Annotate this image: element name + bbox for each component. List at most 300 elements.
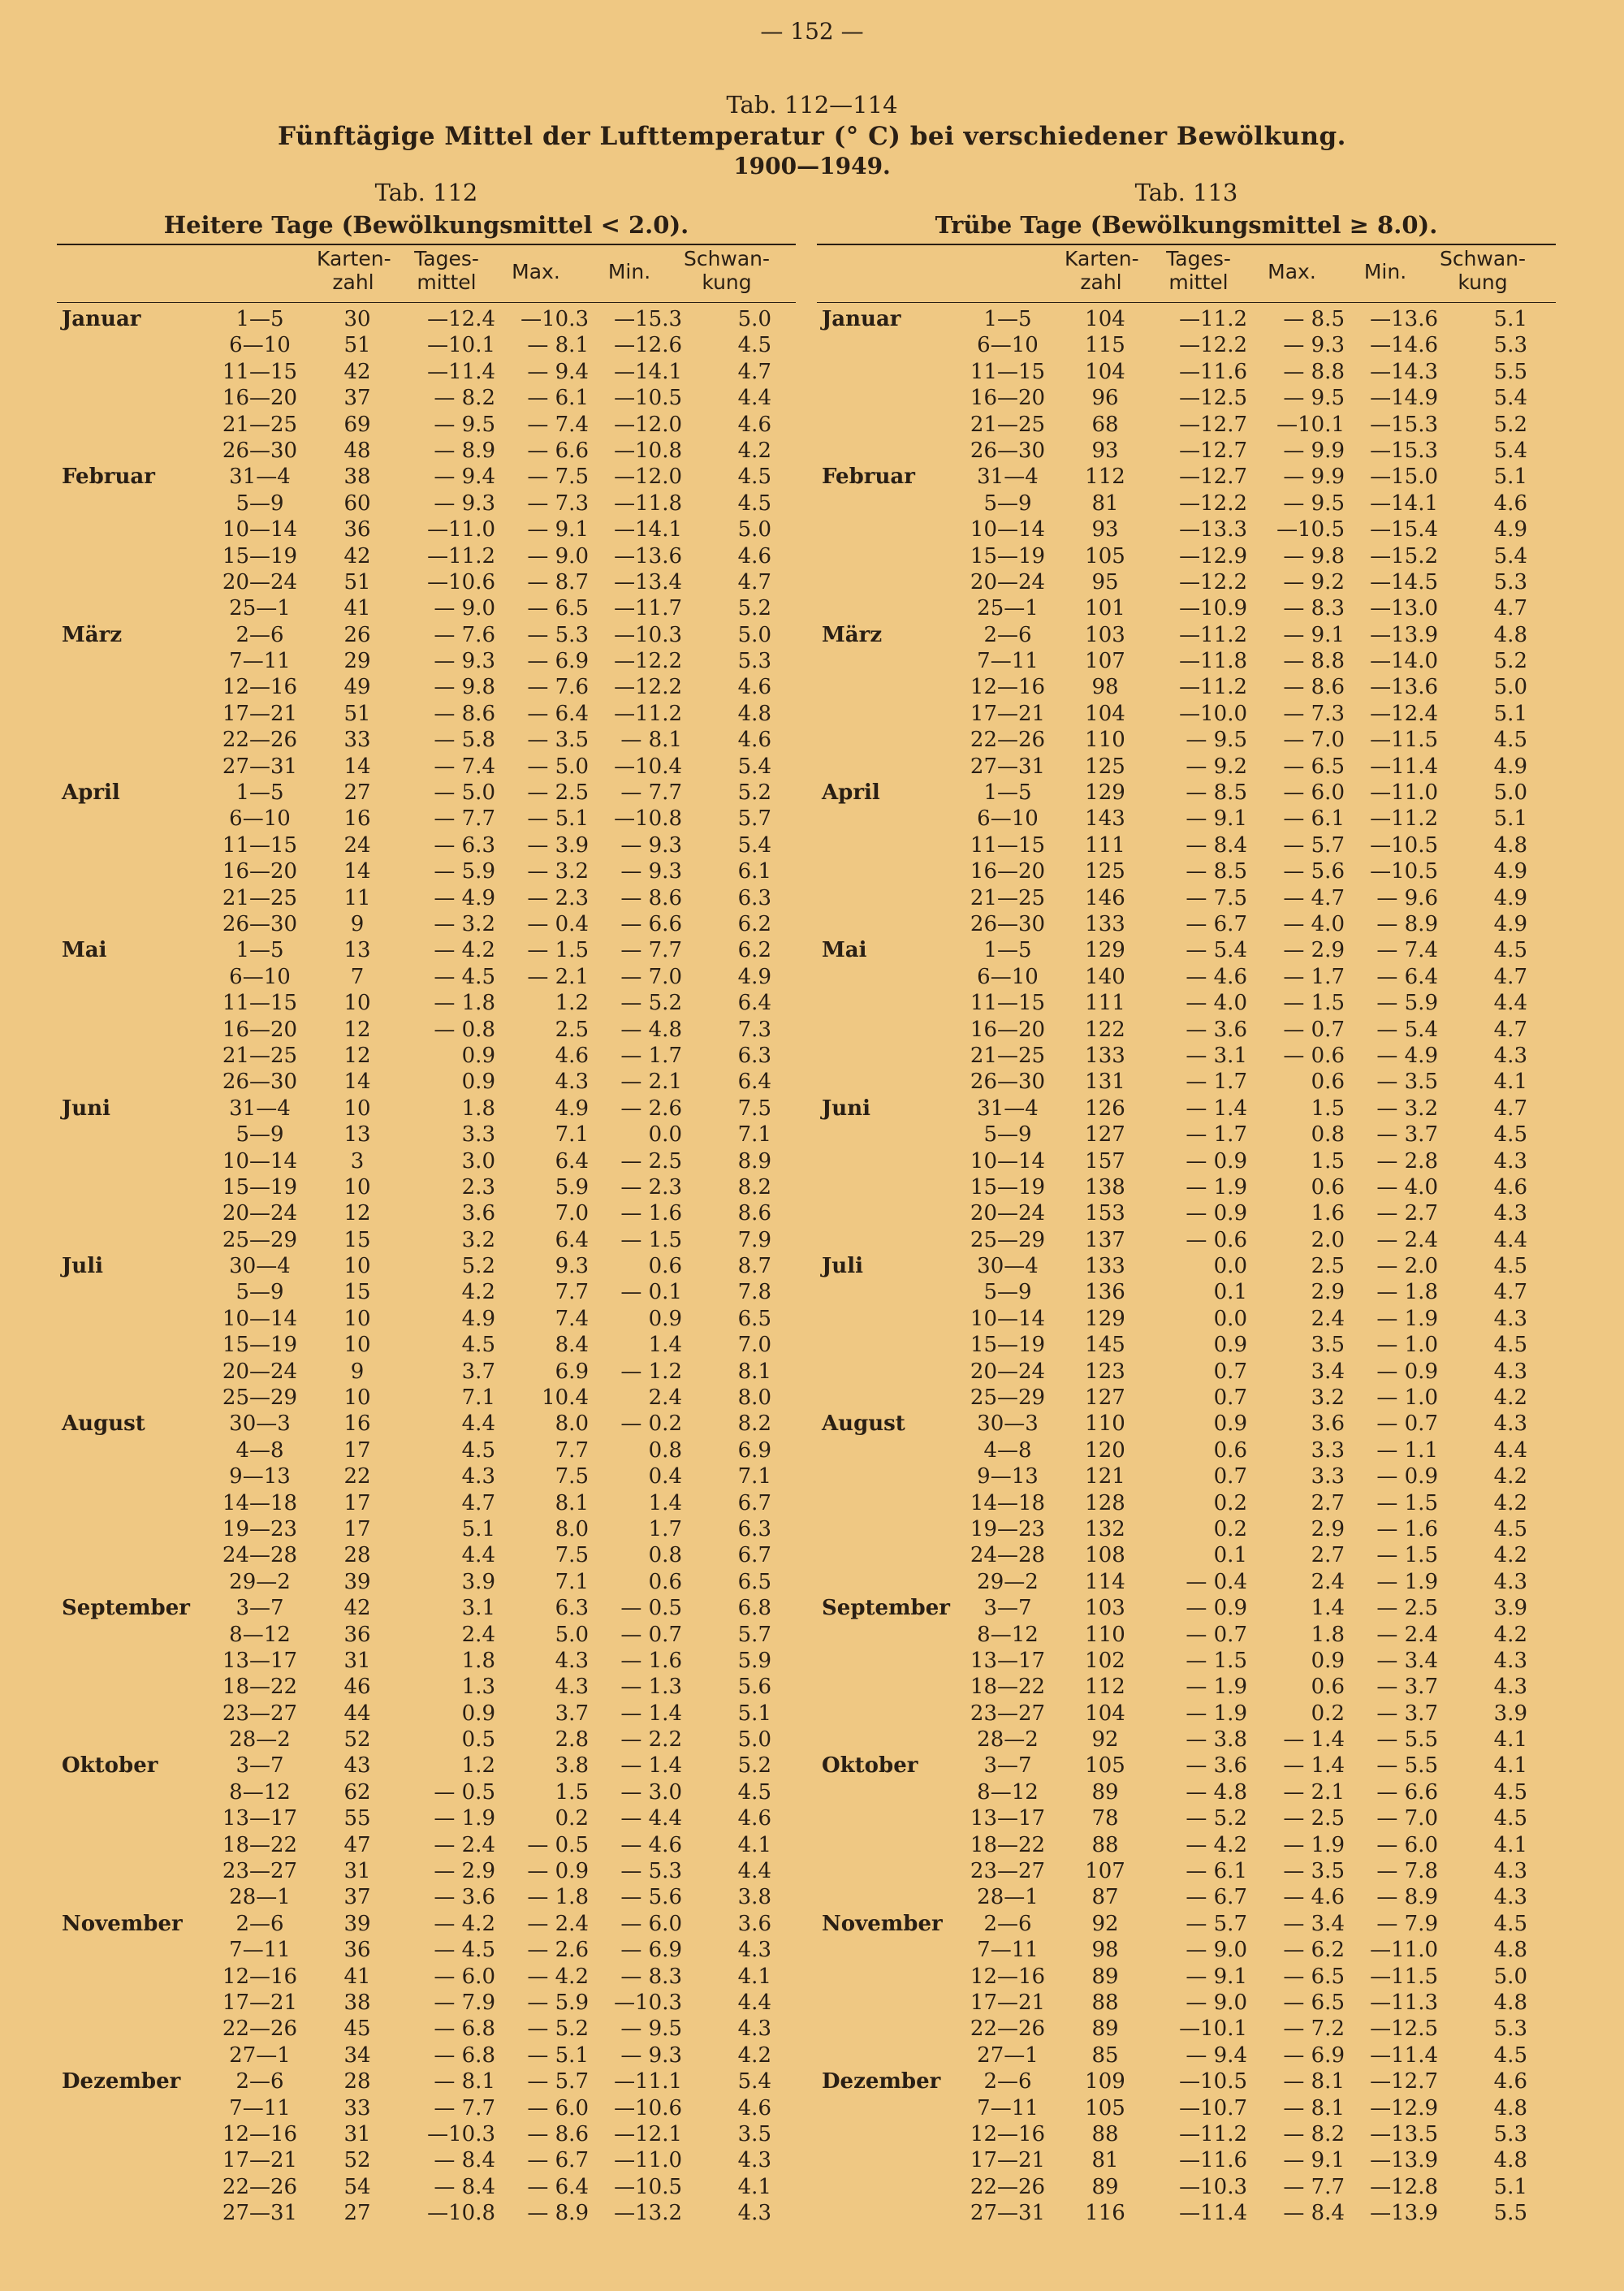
min-cell: — 9.5 (620, 2017, 682, 2042)
daily-mean-cell: —10.1 (427, 333, 495, 358)
daily-mean-cell: — 4.5 (434, 964, 495, 989)
min-cell: —15.3 (1370, 438, 1438, 463)
count-cell: 89 (1091, 2017, 1119, 2042)
range-cell: 4.6 (737, 675, 771, 700)
min-cell: —14.1 (614, 359, 682, 384)
daily-mean-cell: 4.3 (461, 1464, 495, 1489)
min-cell: 1.4 (648, 1490, 682, 1515)
count-cell: 62 (343, 1779, 371, 1805)
daily-mean-cell: —11.2 (1179, 2121, 1247, 2146)
daily-mean-cell: —11.6 (1179, 2148, 1247, 2173)
max-cell: 0.9 (1311, 1648, 1345, 1673)
table-row (57, 1911, 796, 1937)
count-cell: 48 (343, 438, 371, 463)
table-body (817, 306, 1556, 2227)
max-cell: — 2.5 (527, 780, 589, 806)
period-cell: 17—21 (970, 701, 1046, 726)
period-cell: 15—19 (222, 1174, 298, 1200)
max-cell: — 1.4 (1283, 1727, 1345, 1753)
col-daily-mean-header: Tages- mittel (414, 247, 479, 294)
daily-mean-cell: —10.1 (1179, 2017, 1247, 2042)
count-cell: 136 (1085, 1280, 1125, 1305)
table-row (57, 1516, 796, 1542)
daily-mean-cell: — 9.3 (434, 491, 495, 516)
min-cell: — 8.9 (1376, 1885, 1438, 1910)
daily-mean-cell: — 8.4 (434, 2174, 495, 2199)
daily-mean-cell: 0.9 (461, 1070, 495, 1095)
max-cell: 3.2 (1311, 1385, 1345, 1411)
range-cell: 6.5 (737, 1306, 771, 1331)
month-label: September (822, 1596, 950, 1621)
range-cell: 4.3 (1493, 1675, 1527, 1700)
max-cell: 0.6 (1311, 1174, 1345, 1200)
min-cell: — 1.1 (1376, 1437, 1438, 1463)
min-cell: — 2.7 (1376, 1201, 1438, 1226)
period-cell: 12—16 (970, 1964, 1046, 1989)
table-row (817, 622, 1556, 648)
table-row (57, 1701, 796, 1727)
period-cell: 7—11 (977, 649, 1039, 674)
table-row (57, 1200, 796, 1226)
min-cell: —12.9 (1370, 2095, 1438, 2120)
table-row (57, 385, 796, 411)
daily-mean-cell: — 1.9 (1186, 1701, 1247, 1726)
min-cell: —10.5 (614, 2174, 682, 2199)
table-row (817, 1622, 1556, 1648)
max-cell: — 5.7 (527, 2069, 589, 2094)
table-row (817, 806, 1556, 832)
table-row (57, 412, 796, 438)
period-cell: 3—7 (235, 1596, 284, 1621)
count-cell: 111 (1085, 991, 1125, 1016)
daily-mean-cell: — 9.0 (1186, 1991, 1247, 2015)
table-row (57, 2174, 796, 2200)
period-cell: 29—2 (229, 1569, 291, 1594)
count-cell: 34 (343, 2042, 371, 2068)
count-cell: 98 (1091, 675, 1119, 700)
min-cell: — 4.6 (620, 1832, 682, 1857)
period-cell: 16—20 (970, 1017, 1046, 1042)
min-cell: — 3.2 (1376, 1096, 1438, 1121)
table-row (57, 2147, 796, 2173)
min-cell: —13.9 (1370, 622, 1438, 647)
month-label: Mai (62, 938, 107, 963)
max-cell: — 6.4 (527, 2174, 589, 2199)
max-cell: 3.5 (1311, 1333, 1345, 1358)
daily-mean-cell: — 1.9 (434, 1806, 495, 1831)
max-cell: 7.4 (555, 1306, 589, 1331)
period-cell: 17—21 (970, 2148, 1046, 2173)
min-cell: — 7.7 (620, 938, 682, 963)
daily-mean-cell: — 4.2 (1186, 1832, 1247, 1857)
count-cell: 10 (343, 1385, 371, 1411)
period-cell: 12—16 (222, 675, 298, 700)
daily-mean-cell: — 6.8 (434, 2017, 495, 2042)
table-row (57, 1279, 796, 1305)
table-row (57, 595, 796, 621)
min-cell: — 9.3 (620, 832, 682, 858)
daily-mean-cell: —10.5 (1179, 2069, 1247, 2094)
table-row (817, 1884, 1556, 1910)
daily-mean-cell: — 6.8 (434, 2042, 495, 2068)
range-cell: 5.1 (737, 1701, 771, 1726)
period-cell: 25—1 (229, 596, 291, 621)
min-cell: — 8.3 (620, 1964, 682, 1989)
count-cell: 157 (1085, 1148, 1125, 1174)
period-cell: 6—10 (229, 333, 291, 358)
daily-mean-cell: — 1.5 (1186, 1648, 1247, 1673)
table-row (57, 2016, 796, 2042)
table-row (57, 1017, 796, 1043)
month-label: Juni (62, 1096, 110, 1121)
table-row (57, 464, 796, 490)
range-cell: 4.6 (737, 412, 771, 437)
period-cell: 5—9 (983, 1122, 1032, 1148)
month-label: Dezember (822, 2069, 941, 2094)
column-header (57, 245, 796, 303)
period-cell: 10—14 (970, 1148, 1046, 1174)
range-cell: 4.2 (1493, 1543, 1527, 1568)
count-cell: 102 (1085, 1648, 1125, 1673)
daily-mean-cell: — 4.9 (434, 885, 495, 910)
min-cell: —12.8 (1370, 2174, 1438, 2199)
count-cell: 111 (1085, 832, 1125, 858)
min-cell: — 1.0 (1376, 1333, 1438, 1358)
daily-mean-cell: — 3.8 (1186, 1727, 1247, 1753)
max-cell: 2.4 (1311, 1306, 1345, 1331)
period-cell: 30—3 (229, 1411, 291, 1437)
min-cell: —12.2 (614, 675, 682, 700)
period-cell: 14—18 (970, 1490, 1046, 1515)
table-row (817, 1096, 1556, 1122)
month-label: April (822, 780, 880, 806)
col-range-header: Schwan- kung (683, 247, 771, 294)
max-cell: 9.3 (555, 1254, 589, 1279)
daily-mean-cell: — 3.6 (1186, 1017, 1247, 1042)
count-cell: 98 (1091, 1938, 1119, 1963)
min-cell: —10.5 (1370, 859, 1438, 884)
daily-mean-cell: — 8.4 (434, 2148, 495, 2173)
min-cell: —11.4 (1370, 754, 1438, 779)
count-cell: 41 (343, 1964, 371, 1989)
range-cell: 4.4 (737, 1859, 771, 1884)
period-cell: 22—26 (970, 728, 1046, 753)
max-cell: — 9.8 (1283, 543, 1345, 568)
min-cell: — 1.6 (1376, 1516, 1438, 1541)
table-row (817, 1648, 1556, 1674)
period-cell: 10—14 (970, 517, 1046, 542)
table-row (57, 727, 796, 753)
table-row (817, 648, 1556, 674)
count-cell: 46 (343, 1675, 371, 1700)
daily-mean-cell: 0.1 (1213, 1543, 1247, 1568)
table-row (817, 1043, 1556, 1069)
range-cell: 4.2 (1493, 1464, 1527, 1489)
count-cell: 88 (1091, 1991, 1119, 2015)
count-cell: 81 (1091, 491, 1119, 516)
period-cell: 22—26 (970, 2174, 1046, 2199)
count-cell: 33 (343, 2095, 371, 2120)
table-row (817, 1779, 1556, 1805)
min-cell: — 2.8 (1376, 1148, 1438, 1174)
month-label: Oktober (822, 1753, 918, 1779)
max-cell: 5.9 (555, 1174, 589, 1200)
table-row (817, 1964, 1556, 1990)
count-cell: 7 (350, 964, 365, 989)
range-cell: 3.9 (1493, 1701, 1527, 1726)
daily-mean-cell: 0.6 (1213, 1437, 1247, 1463)
period-cell: 10—14 (970, 1306, 1046, 1331)
period-cell: 13—17 (970, 1648, 1046, 1673)
period-cell: 5—9 (235, 1280, 284, 1305)
min-cell: —15.0 (1370, 465, 1438, 490)
table-row (57, 2095, 796, 2121)
period-cell: 27—31 (222, 754, 298, 779)
range-cell: 5.0 (737, 1727, 771, 1753)
daily-mean-cell: — 7.7 (434, 2095, 495, 2120)
daily-mean-cell: — 4.5 (434, 1938, 495, 1963)
period-cell: 12—16 (970, 2121, 1046, 2146)
table-row (817, 701, 1556, 727)
min-cell: — 0.9 (1376, 1464, 1438, 1489)
period-cell: 5—9 (235, 1122, 284, 1148)
count-cell: 42 (343, 359, 371, 384)
table-row (57, 806, 796, 832)
count-cell: 16 (343, 1411, 371, 1437)
daily-mean-cell: — 4.8 (1186, 1779, 1247, 1805)
daily-mean-cell: — 4.0 (1186, 991, 1247, 1016)
count-cell: 127 (1085, 1385, 1125, 1411)
max-cell: — 9.2 (1283, 569, 1345, 594)
period-cell: 28—2 (229, 1727, 291, 1753)
count-cell: 110 (1085, 728, 1125, 753)
period-cell: 3—7 (235, 1753, 284, 1779)
count-cell: 37 (343, 386, 371, 411)
period-cell: 8—12 (977, 1622, 1039, 1647)
range-cell: 4.6 (1493, 2069, 1527, 2094)
range-cell: 5.2 (737, 1753, 771, 1779)
daily-mean-cell: 0.5 (461, 1727, 495, 1753)
max-cell: — 6.5 (527, 596, 589, 621)
daily-mean-cell: 4.9 (461, 1306, 495, 1331)
min-cell: —11.0 (614, 2148, 682, 2173)
daily-mean-cell: —13.3 (1179, 517, 1247, 542)
max-cell: — 6.0 (1283, 780, 1345, 806)
range-cell: 4.9 (1493, 754, 1527, 779)
max-cell: 0.6 (1311, 1675, 1345, 1700)
period-cell: 4—8 (235, 1437, 284, 1463)
max-cell: —10.3 (520, 307, 589, 331)
count-cell: 68 (1091, 412, 1119, 437)
count-cell: 89 (1091, 2174, 1119, 2199)
range-cell: 4.5 (1493, 1333, 1527, 1358)
month-label: November (822, 1911, 943, 1936)
count-cell: 31 (343, 1859, 371, 1884)
period-cell: 24—28 (970, 1543, 1046, 1568)
count-cell: 140 (1085, 964, 1125, 989)
daily-mean-cell: —10.7 (1179, 2095, 1247, 2120)
count-cell: 121 (1085, 1464, 1125, 1489)
range-cell: 5.1 (1493, 701, 1527, 726)
min-cell: — 1.3 (620, 1675, 682, 1700)
table-row (817, 1069, 1556, 1095)
month-label: November (62, 1911, 183, 1936)
range-cell: 5.0 (737, 307, 771, 331)
period-cell: 26—30 (222, 911, 298, 936)
daily-mean-cell: 3.6 (461, 1201, 495, 1226)
range-cell: 4.2 (1493, 1385, 1527, 1411)
min-cell: — 1.5 (620, 1227, 682, 1252)
table-row (57, 1753, 796, 1779)
count-cell: 105 (1085, 543, 1125, 568)
period-cell: 21—25 (222, 1043, 298, 1068)
count-cell: 116 (1085, 2201, 1125, 2226)
table-row (817, 1463, 1556, 1489)
min-cell: — 2.5 (620, 1148, 682, 1174)
daily-mean-cell: — 6.3 (434, 832, 495, 858)
period-cell: 15—19 (222, 1333, 298, 1358)
range-cell: 4.5 (1493, 728, 1527, 753)
table-row (817, 1279, 1556, 1305)
period-cell: 20—24 (222, 1201, 298, 1226)
period-cell: 6—10 (977, 964, 1039, 989)
max-cell: — 9.4 (527, 359, 589, 384)
max-cell: — 6.1 (527, 386, 589, 411)
daily-mean-cell: — 0.9 (1186, 1596, 1247, 1621)
max-cell: 8.4 (555, 1333, 589, 1358)
max-cell: — 9.5 (1283, 491, 1345, 516)
daily-mean-cell: — 7.7 (434, 806, 495, 832)
count-cell: 52 (343, 1727, 371, 1753)
count-cell: 55 (343, 1806, 371, 1831)
range-cell: 4.3 (737, 2148, 771, 2173)
min-cell: 0.8 (648, 1543, 682, 1568)
max-cell: 3.7 (555, 1701, 589, 1726)
table-row (57, 1174, 796, 1200)
table-row (817, 2174, 1556, 2200)
range-cell: 5.4 (1493, 438, 1527, 463)
range-cell: 4.7 (737, 569, 771, 594)
count-cell: 60 (343, 491, 371, 516)
table-row (817, 332, 1556, 358)
count-cell: 3 (350, 1148, 365, 1174)
table-row (817, 2121, 1556, 2147)
count-cell: 10 (343, 1306, 371, 1331)
daily-mean-cell: — 8.5 (1186, 780, 1247, 806)
table-row (817, 359, 1556, 385)
daily-mean-cell: — 3.2 (434, 911, 495, 936)
min-cell: —12.1 (614, 2121, 682, 2146)
range-cell: 5.7 (737, 806, 771, 832)
col-max-header: Max. (1268, 260, 1316, 283)
max-cell: — 4.2 (527, 1964, 589, 1989)
range-cell: 4.3 (1493, 1569, 1527, 1594)
min-cell: —12.5 (1370, 2017, 1438, 2042)
period-cell: 28—1 (229, 1885, 291, 1910)
daily-mean-cell: —11.0 (427, 517, 495, 542)
count-cell: 110 (1085, 1622, 1125, 1647)
period-cell: 2—6 (983, 2069, 1032, 2094)
daily-mean-cell: 2.3 (461, 1174, 495, 1200)
max-cell: 0.8 (1311, 1122, 1345, 1148)
range-cell: 4.9 (737, 964, 771, 989)
max-cell: 1.6 (1311, 1201, 1345, 1226)
period-cell: 22—26 (222, 2174, 298, 2199)
max-cell: 4.3 (555, 1070, 589, 1095)
month-label: August (822, 1411, 905, 1437)
period-cell: 21—25 (970, 412, 1046, 437)
max-cell: 7.0 (555, 1201, 589, 1226)
range-cell: 4.7 (1493, 1280, 1527, 1305)
range-cell: 4.4 (737, 386, 771, 411)
daily-mean-cell: —12.2 (1179, 491, 1247, 516)
count-cell: 105 (1085, 2095, 1125, 2120)
max-cell: 3.6 (1311, 1411, 1345, 1437)
min-cell: — 5.5 (1376, 1753, 1438, 1779)
min-cell: — 3.0 (620, 1779, 682, 1805)
count-cell: 108 (1085, 1543, 1125, 1568)
max-cell: — 0.9 (527, 1859, 589, 1884)
range-cell: 4.4 (737, 1991, 771, 2015)
min-cell: —13.9 (1370, 2148, 1438, 2173)
max-cell: 2.4 (1311, 1569, 1345, 1594)
daily-mean-cell: — 9.0 (434, 596, 495, 621)
range-cell: 6.1 (737, 859, 771, 884)
min-cell: — 9.6 (1376, 885, 1438, 910)
period-cell: 27—31 (970, 2201, 1046, 2226)
count-cell: 51 (343, 569, 371, 594)
max-cell: — 7.3 (1283, 701, 1345, 726)
period-cell: 26—30 (970, 1070, 1046, 1095)
max-cell: — 6.1 (1283, 806, 1345, 832)
table-row (817, 1253, 1556, 1279)
min-cell: —11.3 (1370, 1991, 1438, 2015)
period-cell: 7—11 (229, 1938, 291, 1963)
range-cell: 4.8 (737, 701, 771, 726)
table-row (57, 491, 796, 517)
range-cell: 4.2 (1493, 1490, 1527, 1515)
min-cell: — 2.2 (620, 1727, 682, 1753)
range-cell: 5.0 (1493, 675, 1527, 700)
daily-mean-cell: — 1.4 (1186, 1096, 1247, 1121)
table-row (57, 2121, 796, 2147)
min-cell: —11.5 (1370, 728, 1438, 753)
daily-mean-cell: 1.8 (461, 1648, 495, 1673)
range-cell: 4.6 (737, 2095, 771, 2120)
count-cell: 114 (1085, 1569, 1125, 1594)
count-cell: 12 (343, 1043, 371, 1068)
table-row (57, 332, 796, 358)
period-cell: 27—1 (229, 2042, 291, 2068)
period-cell: 26—30 (222, 1070, 298, 1095)
count-cell: 17 (343, 1437, 371, 1463)
month-label: Januar (822, 307, 901, 331)
min-cell: — 0.9 (1376, 1359, 1438, 1384)
range-cell: 4.7 (1493, 964, 1527, 989)
range-cell: 4.6 (1493, 491, 1527, 516)
month-label: Oktober (62, 1753, 158, 1779)
min-cell: — 5.5 (1376, 1727, 1438, 1753)
table-row (57, 359, 796, 385)
count-cell: 43 (343, 1753, 371, 1779)
period-cell: 12—16 (970, 675, 1046, 700)
table-row (817, 1332, 1556, 1358)
table-row (817, 2016, 1556, 2042)
month-label: Juli (822, 1254, 863, 1279)
min-cell: —12.2 (614, 649, 682, 674)
max-cell: — 2.1 (527, 964, 589, 989)
period-cell: 9—13 (977, 1464, 1039, 1489)
